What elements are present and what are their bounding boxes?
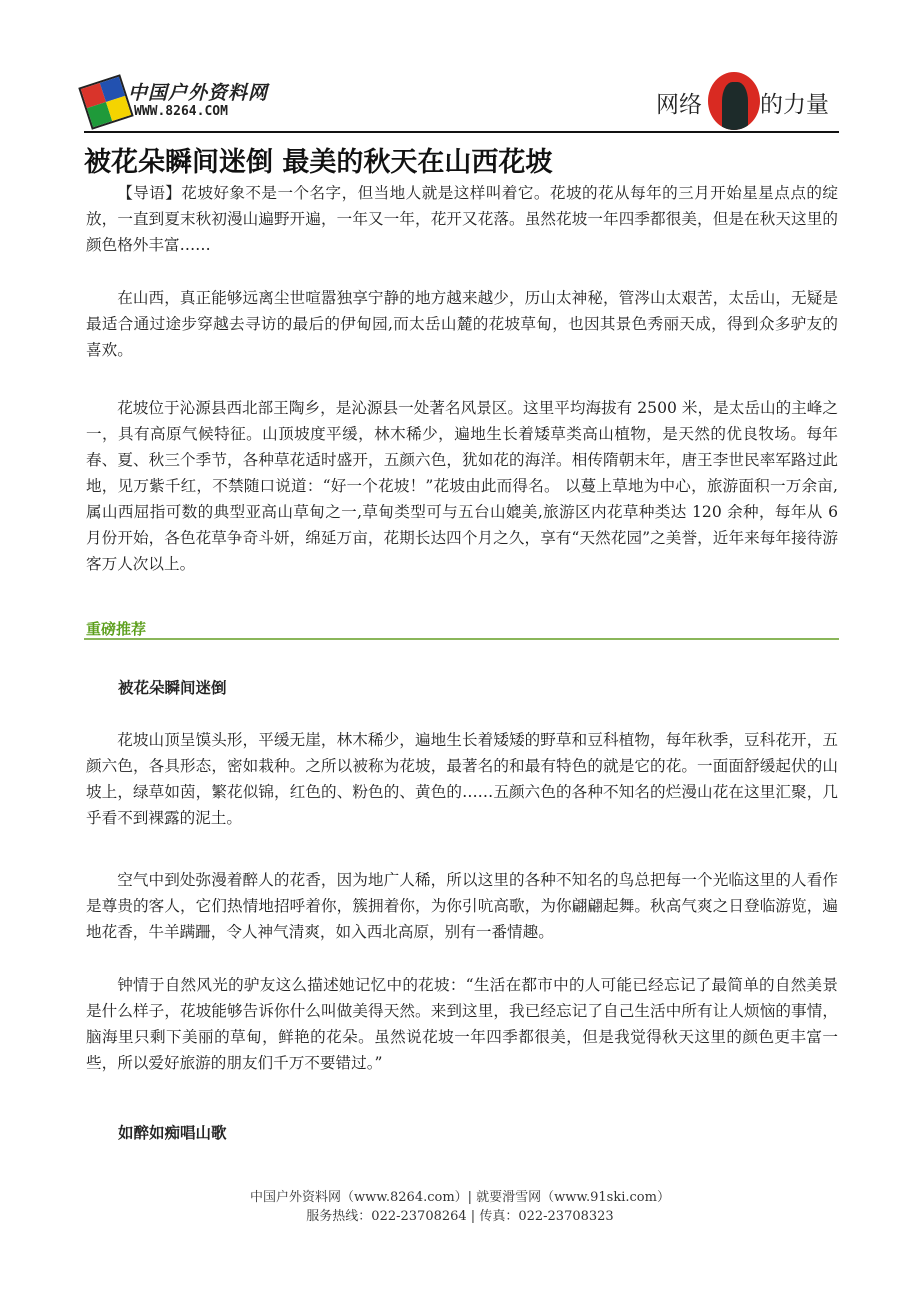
intro-paragraph: 【导语】花坡好象不是一个名字，但当地人就是这样叫着它。花坡的花从每年的三月开始星星点点的绽放，一直到夏末秋初漫山遍野开遍，一年又一年，花开又花落。虽然花坡一年四季都很美，但是在秋天这里的颜色格外丰富…… xyxy=(86,184,838,254)
paragraph: 在山西，真正能够远离尘世喧嚣独享宁静的地方越来越少，历山太神秘，管涔山太艰苦，太岳山，无疑是最适合通过途步穿越去寻访的最后的伊甸园,而太岳山麓的花坡草甸，也因其景色秀丽天成，得到众多驴友的喜欢。 xyxy=(86,289,838,359)
paragraph: 空气中到处弥漫着醉人的花香，因为地广人稀，所以这里的各种不知名的鸟总把每一个光临这里的人看作是尊贵的客人，它们热情地招呼着你，簇拥着你，为你引吭高歌，为你翩翩起舞。秋高气爽之日登临游览，遍地花香，牛羊蹒跚，令人神气清爽，如入西北高原，别有一番情趣。 xyxy=(86,871,838,941)
logo-mark-icon xyxy=(78,74,133,129)
article-title: 被花朵瞬间迷倒 最美的秋天在山西花坡 xyxy=(84,147,553,178)
header-divider xyxy=(84,131,839,133)
slogan-right: 的力量 xyxy=(760,92,829,118)
logo-url: WWW.8264.COM xyxy=(134,104,228,119)
paragraph: 钟情于自然风光的驴友这么描述她记忆中的花坡：“生活在都市中的人可能已经忘记了最简单的自然美景是什么样子，花坡能够告诉你什么叫做美得天然。来到这里，我已经忘记了自己生活中所有让人烦恼的事情，脑海里只剩下美丽的草甸，鲜艳的花朵。虽然说花坡一年四季都很美，但是我觉得秋天这里的颜色更丰富一些，所以爱好旅游的朋友们千万不要错过。” xyxy=(86,976,838,1072)
horse-badge-icon xyxy=(708,72,760,130)
paragraph: 花坡位于沁源县西北部王陶乡，是沁源县一处著名风景区。这里平均海拔有 2500 米，是太岳山的主峰之一，具有高原气候特征。山顶坡度平缓，林木稀少，遍地生长着矮草类高山植物，是天然的优良牧场。每年春、夏、秋三个季节，各种草花适时盛开，五颜六色，犹如花的海洋。相传隋朝末年，唐王李世民率军路过此地，见万紫千红，不禁随口说道：“好一个花坡！”花坡由此而得名。 以蔓上草地为中心，旅游面积一万余亩,属山西屈指可数的典型亚高山草甸之一,草甸类型可与五台山媲美,旅游区内花草种类达 120 余种，每年从 6 月份开始，各色花草争奇斗妍，绵延万亩，花期长达四个月之久，享有“天然花园”之美誉，近年来每年接待游客万人次以上。 xyxy=(86,399,838,573)
site-logo[interactable] xyxy=(84,76,274,126)
logo-text: 中国户外资料网 xyxy=(128,82,269,104)
section-divider xyxy=(84,638,839,640)
slogan-banner xyxy=(656,72,836,128)
paragraph: 花坡山顶呈馍头形，平缓无崖，林木稀少，遍地生长着矮矮的野草和豆科植物，每年秋季，豆科花开，五颜六色，各具形态，密如栽种。之所以被称为花坡，最著名的和最有特色的就是它的花。一面面舒缓起伏的山坡上，绿草如茵，繁花似锦，红色的、粉色的、黄色的……五颜六色的各种不知名的烂漫山花在这里汇聚，几乎看不到裸露的泥土。 xyxy=(86,731,838,827)
slogan-left: 网络 xyxy=(656,92,702,118)
footer-contact: 服务热线：022-23708264 | 传真：022-23708323 xyxy=(306,1209,614,1224)
section-title: 重磅推荐 xyxy=(86,620,147,638)
subheading: 如醉如痴唱山歌 xyxy=(118,1124,227,1142)
subheading: 被花朵瞬间迷倒 xyxy=(118,679,227,697)
footer-links: 中国户外资料网（www.8264.com）| 就要滑雪网（www.91ski.com） xyxy=(250,1190,670,1205)
